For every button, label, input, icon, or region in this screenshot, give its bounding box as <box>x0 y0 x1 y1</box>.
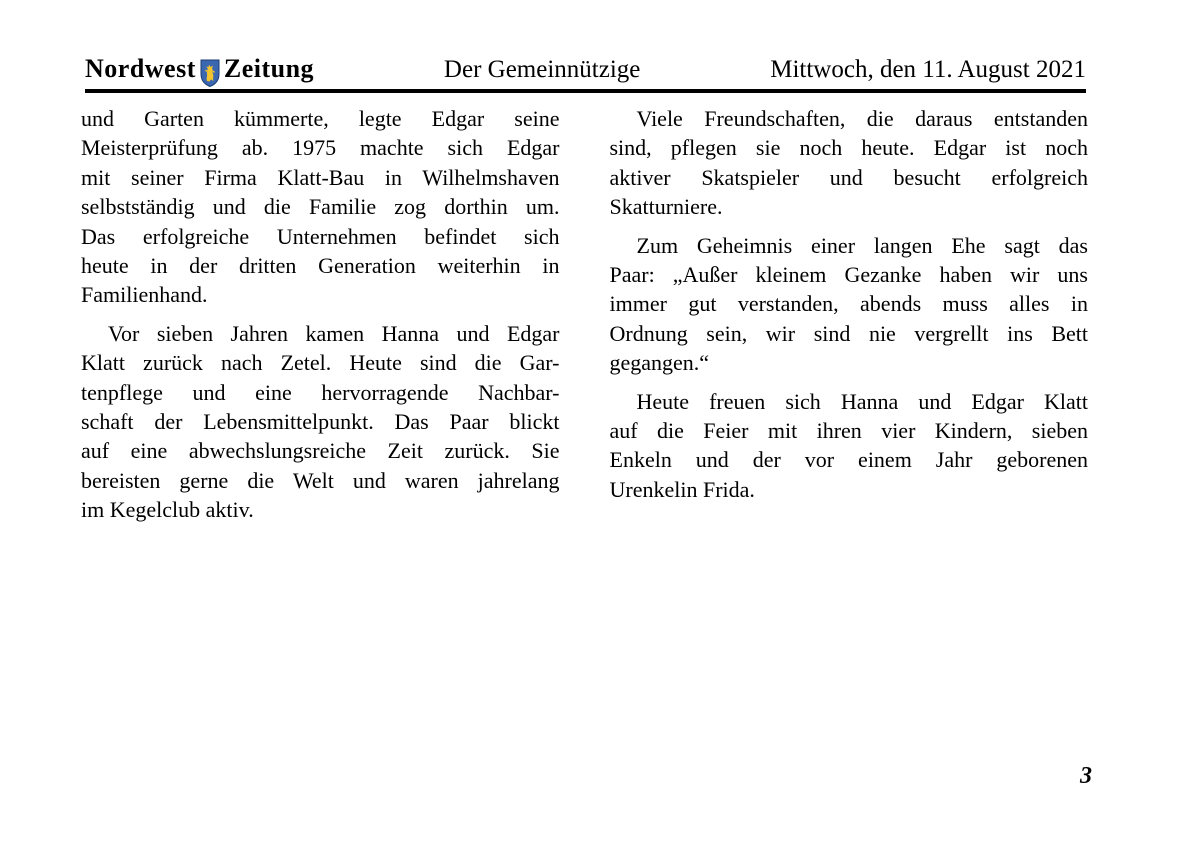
text-line: schaft der Lebensmittelpunkt. Das Paar blickt <box>81 409 560 435</box>
text-line: Enkeln und der vor einem Jahr geborenen <box>609 447 1088 473</box>
text-line: Familienhand. <box>81 282 208 308</box>
text-line: Meisterprüfung ab. 1975 machte sich Edgar <box>81 135 560 161</box>
text-line: heute in der dritten Generation weiterhin in <box>81 253 560 279</box>
text-line: und Garten kümmerte, legte Edgar seine <box>81 106 560 131</box>
text-line: mit seiner Firma Klatt-Bau in Wilhelmshaven <box>81 164 560 190</box>
header-rule <box>85 89 1086 93</box>
paragraph <box>610 387 1089 505</box>
text-line: im Kegelclub aktiv. <box>81 497 254 523</box>
right-column <box>610 104 1089 525</box>
left-column <box>81 104 560 525</box>
text-line: Ordnung sein, wir sind nie vergrellt ins Bett <box>609 320 1088 346</box>
page-header <box>85 54 1086 84</box>
crest-icon <box>200 59 220 87</box>
masthead-word-zeitung: Zeitung <box>223 54 315 83</box>
text-line: Heute freuen sich Hanna und Edgar Klatt <box>636 388 1088 414</box>
article-columns <box>81 104 1088 525</box>
text-line: bereisten gerne die Welt und waren jahrelang <box>81 467 560 493</box>
page-number: 3 <box>1080 763 1092 789</box>
text-line: Paar: „Außer kleinem Gezanke haben wir uns <box>609 262 1088 288</box>
paragraph <box>610 231 1089 378</box>
text-line: sind, pflegen sie noch heute. Edgar ist noch <box>609 135 1088 161</box>
masthead-word-nordwest: Nordwest <box>85 54 196 83</box>
issue-date: Mittwoch, den 11. August 2021 <box>770 56 1086 83</box>
text-line: selbstständig und die Familie zog dorthin um. <box>81 194 560 220</box>
text-line: auf eine abwechslungsreiche Zeit zurück. Sie <box>81 438 560 464</box>
text-line: Das erfolgreiche Unternehmen befindet sich <box>81 223 560 249</box>
text-line: tenpflege und eine hervorragende Nachbar- <box>81 379 560 405</box>
text-line: immer gut verstanden, abends muss alles in <box>609 291 1088 317</box>
text-line: Zum Geheimnis einer langen Ehe sagt das <box>636 232 1088 258</box>
text-line: Viele Freundschaften, die daraus entstanden <box>636 106 1088 131</box>
edition-title: Der Gemeinnützige <box>443 56 641 83</box>
paragraph <box>81 104 560 310</box>
text-line: auf die Feier mit ihren vier Kindern, sieben <box>609 418 1088 444</box>
paragraph <box>610 104 1089 222</box>
paragraph <box>81 319 560 525</box>
text-line: Urenkelin Frida. <box>609 476 755 502</box>
text-line: Skatturniere. <box>609 194 723 220</box>
text-line: Vor sieben Jahren kamen Hanna und Edgar <box>108 320 560 346</box>
masthead <box>85 54 314 84</box>
text-line: gegangen.“ <box>609 350 710 376</box>
text-line: aktiver Skatspieler und besucht erfolgreich <box>609 164 1088 190</box>
text-line: Klatt zurück nach Zetel. Heute sind die Gar- <box>81 350 560 376</box>
